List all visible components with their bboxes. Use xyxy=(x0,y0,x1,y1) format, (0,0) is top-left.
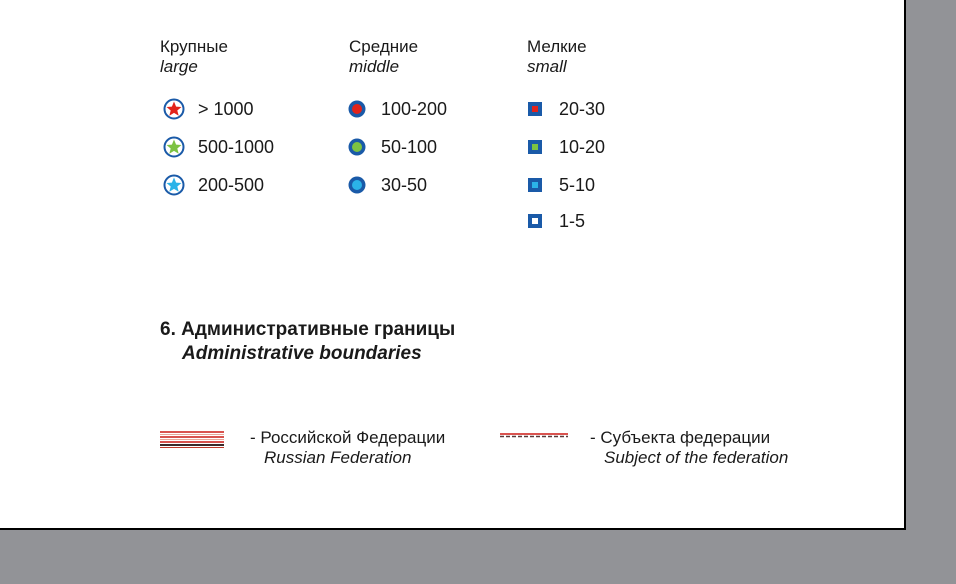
column-title-en: small xyxy=(527,57,567,76)
column-header-large xyxy=(160,37,228,77)
boundary-label-subject xyxy=(590,428,788,468)
dot-circle-icon xyxy=(345,174,369,196)
square-dot-icon xyxy=(523,98,547,120)
legend-item-large-1 xyxy=(162,98,254,120)
legend-item-small-2 xyxy=(523,136,605,158)
column-header-middle xyxy=(349,37,418,77)
square-dot-icon xyxy=(523,174,547,196)
federation-boundary-icon xyxy=(160,431,224,449)
legend-item-label: 10-20 xyxy=(559,136,606,157)
legend-item-middle-1 xyxy=(345,98,447,120)
subject-boundary-icon xyxy=(500,433,568,439)
boundary-label-federation xyxy=(250,428,445,468)
legend-item-label: 200-500 xyxy=(198,174,265,195)
legend-item-large-3 xyxy=(162,174,264,196)
star-circle-icon xyxy=(162,174,186,196)
legend-item-middle-2 xyxy=(345,136,437,158)
column-title-ru: Мелкие xyxy=(527,37,587,56)
boundary-label-en: Russian Federation xyxy=(264,448,412,467)
column-title-en: middle xyxy=(349,57,400,76)
legend-item-small-4 xyxy=(523,210,585,232)
star-circle-icon xyxy=(162,136,186,158)
section-title-en: Administrative boundaries xyxy=(182,343,422,364)
dot-circle-icon xyxy=(345,98,369,120)
legend-item-small-3 xyxy=(523,174,595,196)
boundary-label-en: Subject of the federation xyxy=(604,448,789,467)
column-header-small xyxy=(527,37,587,77)
section-title-boundaries xyxy=(160,318,455,366)
boundary-label-ru: - Субъекта федерации xyxy=(590,428,771,447)
column-title-en: large xyxy=(160,57,198,76)
square-dot-icon xyxy=(523,210,547,232)
section-title-ru: 6. Административные границы xyxy=(160,319,456,340)
legend-item-label: 1-5 xyxy=(559,210,586,231)
square-dot-icon xyxy=(523,136,547,158)
legend-item-label: > 1000 xyxy=(198,98,254,119)
boundary-label-ru: - Российской Федерации xyxy=(250,428,446,447)
legend-item-label: 50-100 xyxy=(381,136,438,157)
legend-item-large-2 xyxy=(162,136,274,158)
legend-item-label: 30-50 xyxy=(381,174,428,195)
column-title-ru: Средние xyxy=(349,37,419,56)
legend-item-label: 5-10 xyxy=(559,174,596,195)
column-title-ru: Крупные xyxy=(160,37,228,56)
dot-circle-icon xyxy=(345,136,369,158)
star-circle-icon xyxy=(162,98,186,120)
legend-item-small-1 xyxy=(523,98,605,120)
legend-item-label: 100-200 xyxy=(381,98,448,119)
legend-item-middle-3 xyxy=(345,174,427,196)
legend-item-label: 20-30 xyxy=(559,98,606,119)
legend-item-label: 500-1000 xyxy=(198,136,275,157)
